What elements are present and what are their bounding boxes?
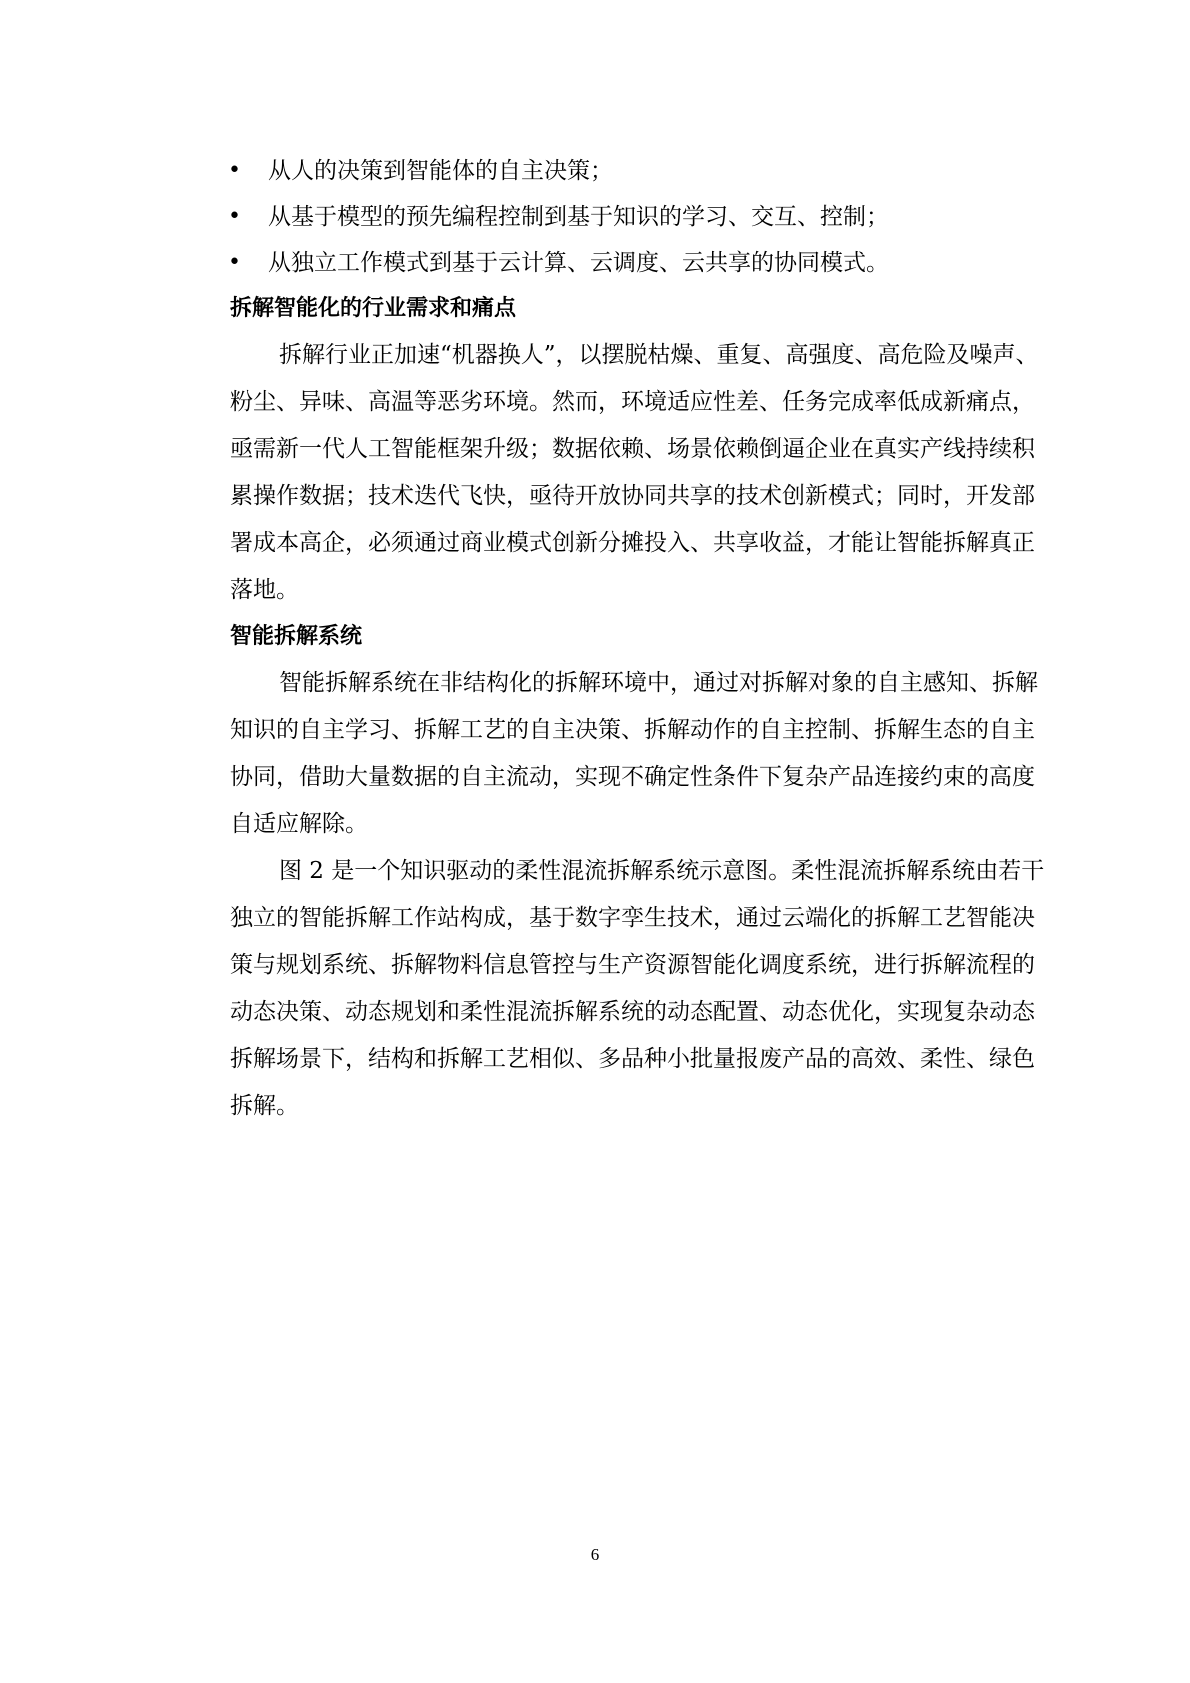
paragraph-line: 自适应解除。 [230,811,368,837]
bullet-icon: • [228,158,241,183]
paragraph-line: 亟需新一代人工智能框架升级；数据依赖、场景依赖倒逼企业在真实产线持续积 [230,436,1035,462]
paragraph-line: 图 2 是一个知识驱动的柔性混流拆解系统示意图。柔性混流拆解系统由若干 [279,858,1045,884]
page-content [181,148,1045,1130]
bullet-text: 从独立工作模式到基于云计算、云调度、云共享的协同模式。 [268,250,889,276]
paragraph-line: 智能拆解系统在非结构化的拆解环境中，通过对拆解对象的自主感知、拆解 [279,670,1038,696]
paragraph-line: 知识的自主学习、拆解工艺的自主决策、拆解动作的自主控制、拆解生态的自主 [230,717,1035,743]
paragraph-line: 拆解。 [230,1093,299,1119]
bullet-item [181,194,1013,240]
paragraph-line: 策与规划系统、拆解物料信息管控与生产资源智能化调度系统，进行拆解流程的 [230,952,1035,978]
bullet-item [181,240,1013,286]
paragraph-industry-needs [181,332,1039,614]
bullet-icon: • [228,250,241,275]
paragraph-line: 协同，借助大量数据的自主流动，实现不确定性条件下复杂产品连接约束的高度 [230,764,1035,790]
paragraph-line: 落地。 [230,577,299,603]
paragraph-system-definition [181,660,1038,848]
paragraph-line: 累操作数据；技术迭代飞快，亟待开放协同共享的技术创新模式；同时，开发部 [230,483,1035,509]
paragraph-line: 动态决策、动态规划和柔性混流拆解系统的动态配置、动态优化，实现复杂动态 [230,999,1035,1025]
paragraph-figure-description [181,848,1045,1130]
section-heading-smart-disassembly: 智能拆解系统 [230,624,363,649]
bullet-list [181,148,1013,286]
page-number: 6 [590,1545,600,1564]
bullet-icon: • [228,204,241,229]
section-heading-industry-needs: 拆解智能化的行业需求和痛点 [230,296,517,321]
paragraph-line: 拆解场景下，结构和拆解工艺相似、多品种小批量报废产品的高效、柔性、绿色 [230,1046,1035,1072]
paragraph-line: 粉尘、异味、高温等恶劣环境。然而，环境适应性差、任务完成率低成新痛点， [230,389,1035,415]
paragraph-line: 独立的智能拆解工作站构成，基于数字孪生技术，通过云端化的拆解工艺智能决 [230,905,1035,931]
paragraph-line: 署成本高企，必须通过商业模式创新分摊投入、共享收益，才能让智能拆解真正 [230,530,1035,556]
bullet-text: 从基于模型的预先编程控制到基于知识的学习、交互、控制； [268,204,889,230]
paragraph-line: 拆解行业正加速“机器换人”，以摆脱枯燥、重复、高强度、高危险及噪声、 [279,342,1039,368]
bullet-text: 从人的决策到智能体的自主决策； [268,158,613,184]
bullet-item [181,148,1013,194]
